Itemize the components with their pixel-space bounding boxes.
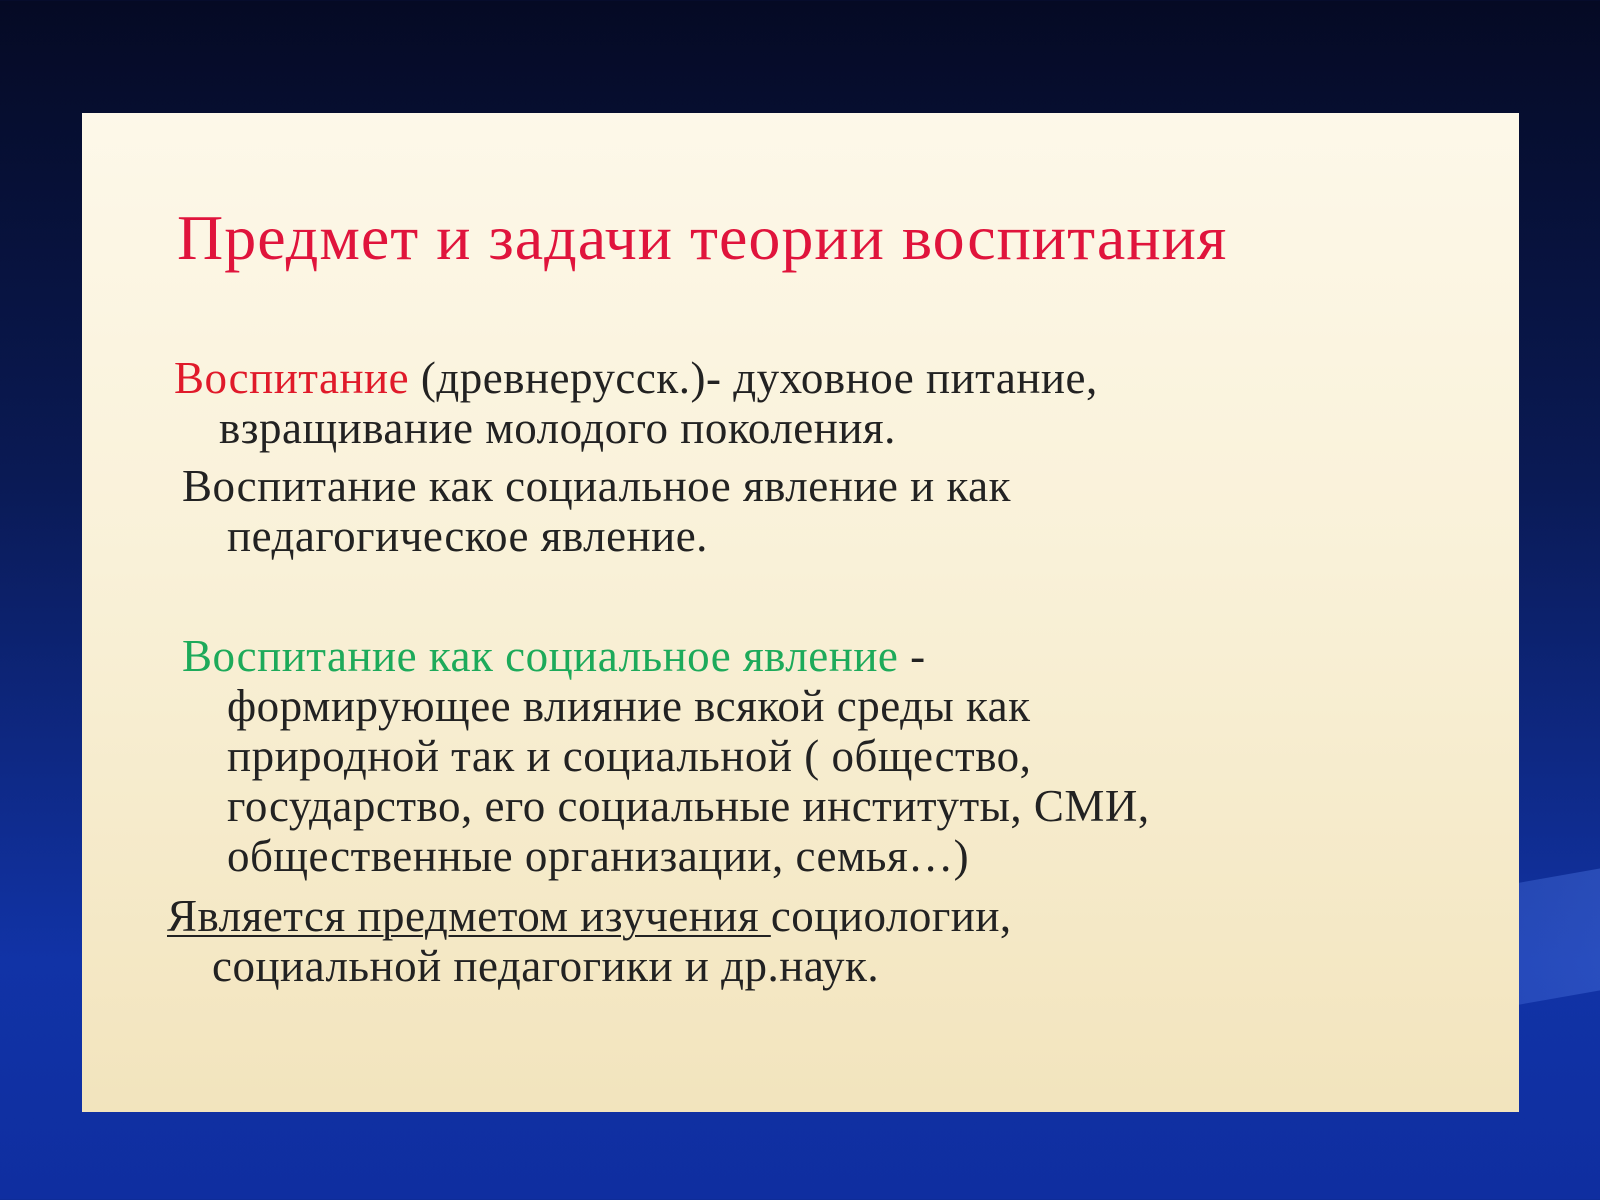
study-subject-rest: социологии, (770, 891, 1012, 941)
term-highlight: Воспитание (174, 353, 410, 403)
social-phenomenon-line4: государство, его социальные институты, СМИ, (227, 781, 1150, 831)
phenomenon-line2: педагогическое явление. (227, 511, 708, 561)
social-phenomenon-paragraph (182, 631, 1150, 881)
study-subject-paragraph (167, 891, 1012, 991)
definition-text: (древнерусск.)- духовное питание, (409, 353, 1098, 403)
study-subject-line2: социальной педагогики и др.наук. (212, 941, 880, 991)
phenomenon-line1: Воспитание как социальное явление и как (182, 461, 1011, 511)
phenomenon-paragraph (182, 461, 1011, 561)
slide-title: Предмет и задачи теории воспитания (177, 202, 1228, 273)
slide-panel (82, 113, 1519, 1112)
social-phenomenon-line2: формирующее влияние всякой среды как (227, 681, 1031, 731)
definition-continuation: взращивание молодого поколения. (219, 403, 896, 453)
social-phenomenon-line3: природной так и социальной ( общество, (227, 731, 1032, 781)
definition-paragraph (174, 353, 1098, 453)
social-phenomenon-line5: общественные организации, семья…) (227, 831, 970, 881)
study-subject-underlined: Является предметом изучения (167, 891, 771, 941)
social-phenomenon-dash: - (898, 631, 926, 681)
social-phenomenon-highlight: Воспитание как социальное явление (182, 631, 899, 681)
